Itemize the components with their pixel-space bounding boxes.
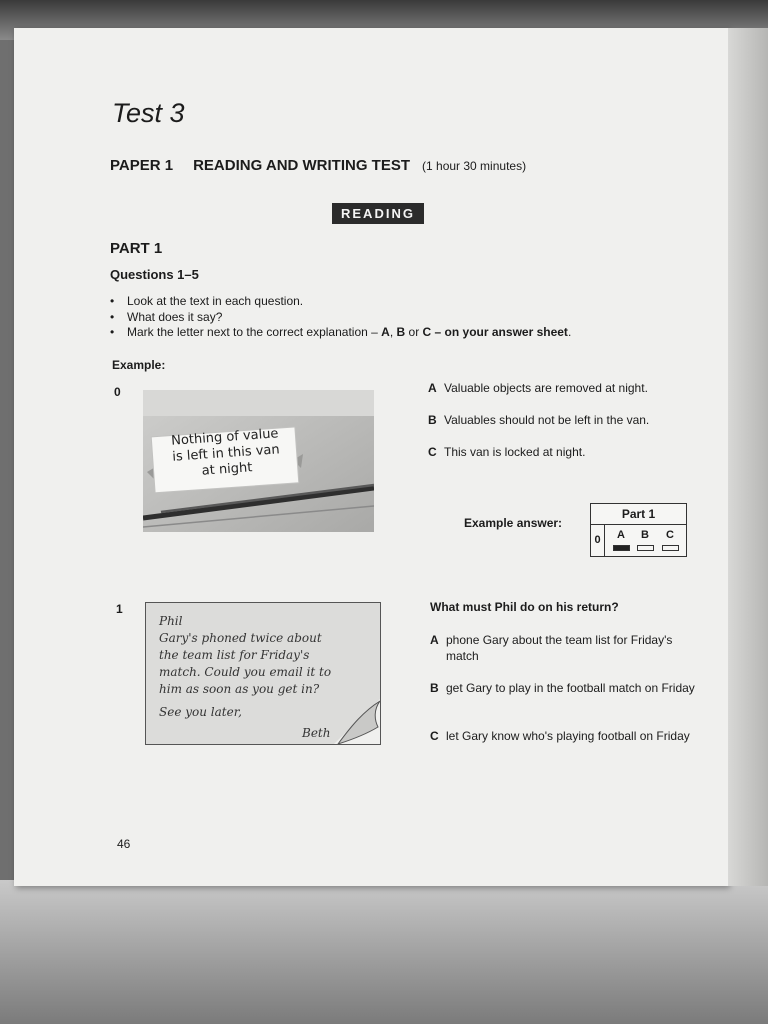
question-option-c: C let Gary know who's playing football on Friday [430, 729, 690, 743]
example-label: Example: [112, 358, 166, 372]
van-sign-text: Nothing of value is left in this van at night [170, 426, 281, 479]
question-number: 1 [116, 602, 123, 616]
example-number: 0 [114, 385, 121, 399]
questions-title: Questions 1–5 [110, 267, 199, 282]
instruction-item: • Mark the letter next to the correct explanation – A, B or C – on your answer sheet. [110, 325, 571, 341]
answer-letter-b: B [641, 529, 649, 541]
example-option-b: B Valuables should not be left in the van. [428, 413, 650, 427]
test-title: Test 3 [112, 98, 185, 128]
answer-sheet-box [590, 503, 687, 557]
answer-mark-c [662, 545, 679, 551]
section-label: READING [332, 203, 424, 224]
answer-sheet-title: Part 1 [591, 504, 686, 525]
instruction-item: • Look at the text in each question. [110, 294, 571, 310]
phone-message-note [145, 602, 381, 745]
part-title: PART 1 [110, 240, 163, 257]
answer-mark-a [613, 545, 630, 551]
example-option-a: A Valuable objects are removed at night. [428, 381, 648, 395]
example-option-c: C This van is locked at night. [428, 445, 586, 459]
question-option-b: B get Gary to play in the football match on Friday [430, 681, 695, 695]
page-number: 46 [117, 837, 131, 851]
answer-sheet-row [591, 525, 686, 556]
note-curled-corner [334, 699, 380, 744]
van-sign-photo [143, 390, 374, 532]
paper-label: PAPER 1 [110, 157, 174, 174]
question-prompt: What must Phil do on his return? [430, 600, 619, 614]
note-sign-off: See you later, [159, 705, 242, 719]
note-text: Phil Gary's phoned twice about the team list for Friday's match. Could you email it to him as soon as you get in? See you later, Beth [159, 613, 364, 721]
paper-duration: (1 hour 30 minutes) [422, 159, 527, 173]
instructions-list [110, 294, 571, 341]
answer-letter-c: C [666, 529, 674, 541]
note-signature: Beth [302, 726, 331, 740]
paper-name: READING AND WRITING TEST [193, 157, 411, 174]
example-answer-label: Example answer: [464, 516, 563, 530]
question-option-a: A phone Gary about the team list for Friday's match [430, 633, 673, 663]
background-bottom [0, 880, 768, 1024]
paper-heading [110, 157, 526, 174]
answer-mark-b [637, 545, 654, 551]
instruction-item: • What does it say? [110, 310, 571, 326]
answer-row-number: 0 [591, 525, 605, 556]
answer-letter-a: A [617, 529, 625, 541]
page-edge [728, 28, 768, 886]
